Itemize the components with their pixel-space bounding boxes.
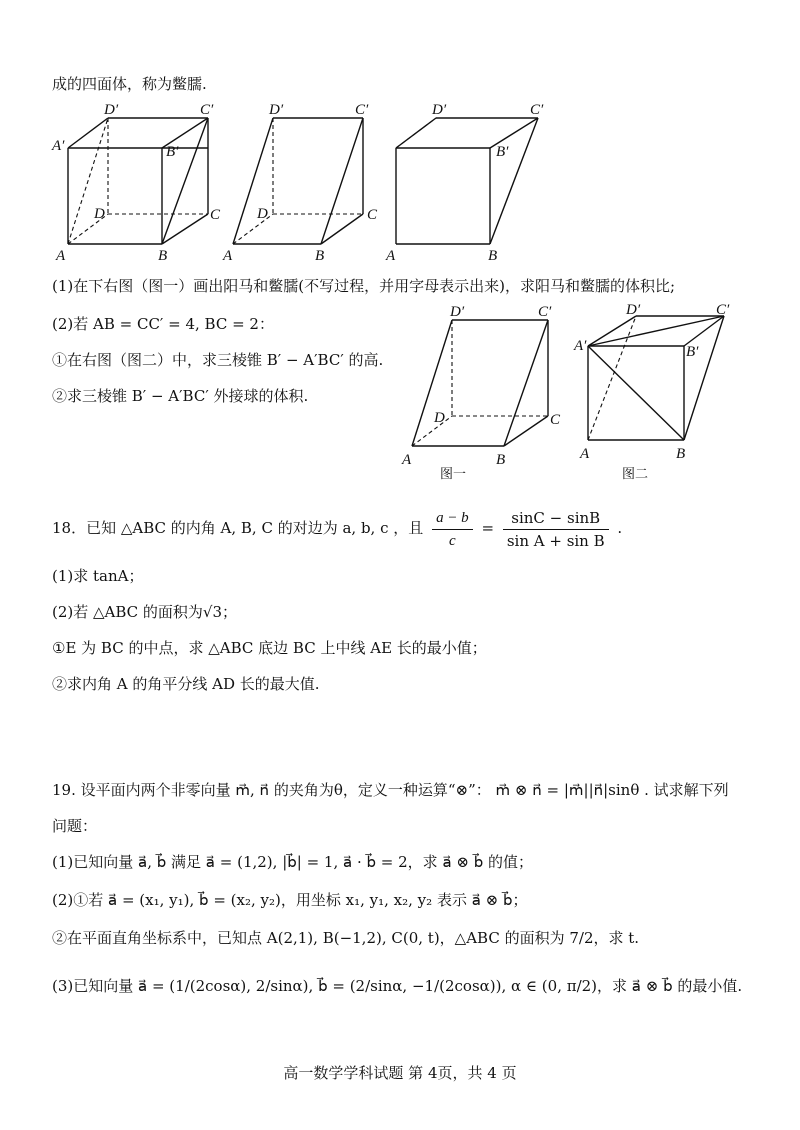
label-D1: D′ (269, 102, 284, 118)
label-A1: A′ (574, 338, 587, 354)
q18-frac1-den: c (449, 532, 456, 549)
q17-sub2: ②求三棱锥 B′ − A′BC′ 外接球的体积. (52, 387, 309, 405)
label-C1: C′ (538, 304, 552, 320)
q18-frac2-den: sin A + sin B (506, 531, 605, 550)
label-A: A (580, 446, 590, 462)
q19-stem-line1: 19. 设平面内两个非零向量 m⃗, n⃗ 的夹角为θ，定义一种运算“⊗”： m⃗ ⊗ n⃗ = |m⃗||n⃗|sinθ . 试求解下列 (52, 781, 729, 799)
label-B: B (676, 446, 686, 462)
q19-part2a: (2)①若 a⃗ = (x₁, y₁), b⃗ = (x₂, y₂)，用坐标 x₁, y₁, x₂, y₂ 表示 a⃗ ⊗ b⃗； (52, 891, 528, 909)
label-A: A (402, 452, 412, 468)
label-D1: D′ (450, 304, 465, 320)
q18-stem-text: 18．已知 △ABC 的内角 A, B, C 的对边为 a, b, c ，且 (52, 519, 424, 537)
prism-figure-2 (215, 98, 395, 268)
label-D: D (434, 410, 445, 426)
label-D1: D′ (626, 302, 641, 318)
q19-part2b: ②在平面直角坐标系中，已知点 A(2,1), B(−1,2), C(0, t)，△ABC 的面积为 7/2，求 t. (52, 929, 640, 947)
q18-part1: (1)求 tanA； (52, 567, 144, 585)
label-C1: C′ (200, 102, 214, 118)
label-B1: B′ (496, 144, 509, 160)
label-C1: C′ (716, 302, 730, 318)
label-B: B (488, 248, 498, 264)
label-C: C (367, 207, 378, 223)
label-D: D (257, 206, 268, 222)
page-footer: 高一数学学科试题 第 4页，共 4 页 (283, 1064, 517, 1082)
label-A: A (223, 248, 233, 264)
label-B: B (158, 248, 168, 264)
q17-sub1: ①在右图（图二）中，求三棱锥 B′ − A′BC′ 的高. (52, 351, 384, 369)
q18-equals: = (481, 519, 495, 537)
prism-figure-1 (50, 98, 240, 268)
q18-fraction-right (503, 507, 609, 552)
label-A1: A′ (52, 138, 65, 154)
label-B1: B′ (686, 344, 699, 360)
q19-part3: (3)已知向量 a⃗ = (1/(2cosα), 2/sinα), b⃗ = (2/sinα, −1/(2cosα)), α ∈ (0, π/2)，求 a⃗ ⊗ b⃗ 的最小值. (52, 977, 743, 995)
figure-two-caption: 图二 (622, 466, 649, 481)
label-C: C (210, 207, 221, 223)
label-D1: D′ (432, 102, 447, 118)
label-B: B (315, 248, 325, 264)
intro-text: 成的四面体，称为鳖臑. (52, 75, 207, 93)
prism-figure-3 (378, 98, 558, 268)
q18-fraction-left (432, 507, 473, 552)
q18-frac2-num: sinC − sinB (503, 507, 609, 530)
label-D: D (94, 206, 105, 222)
q18-stem-end: . (617, 519, 623, 537)
label-C1: C′ (355, 102, 369, 118)
label-C: C (550, 412, 561, 428)
q19-part1: (1)已知向量 a⃗, b⃗ 满足 a⃗ = (1,2), |b⃗| = 1, a⃗ · b⃗ = 2，求 a⃗ ⊗ b⃗ 的值； (52, 853, 534, 871)
label-A: A (386, 248, 396, 264)
q18-part2: (2)若 △ABC 的面积为√3； (52, 603, 238, 621)
q17-part2: (2)若 AB = CC′ = 4, BC = 2： (52, 315, 274, 333)
q18-frac1-num: a − b (432, 507, 473, 530)
label-B: B (496, 452, 506, 468)
q18-part2b: ②求内角 A 的角平分线 AD 长的最大值. (52, 675, 320, 693)
label-A: A (56, 248, 66, 264)
label-B1: B′ (166, 144, 179, 160)
figure-one-caption: 图一 (440, 466, 467, 481)
label-D1: D′ (104, 102, 119, 118)
q19-stem-line2: 问题： (52, 817, 98, 835)
q17-part1: (1)在下右图（图一）画出阳马和鳖臑(不写过程，并用字母表示出来)，求阳马和鳖臑的体积比; (52, 277, 676, 295)
label-C1: C′ (530, 102, 544, 118)
figure-one (396, 300, 571, 490)
q18-stem (52, 500, 622, 556)
q18-part2a: ①E 为 BC 的中点，求 △ABC 底边 BC 上中线 AE 长的最小值； (52, 639, 487, 657)
figure-two (572, 300, 747, 490)
